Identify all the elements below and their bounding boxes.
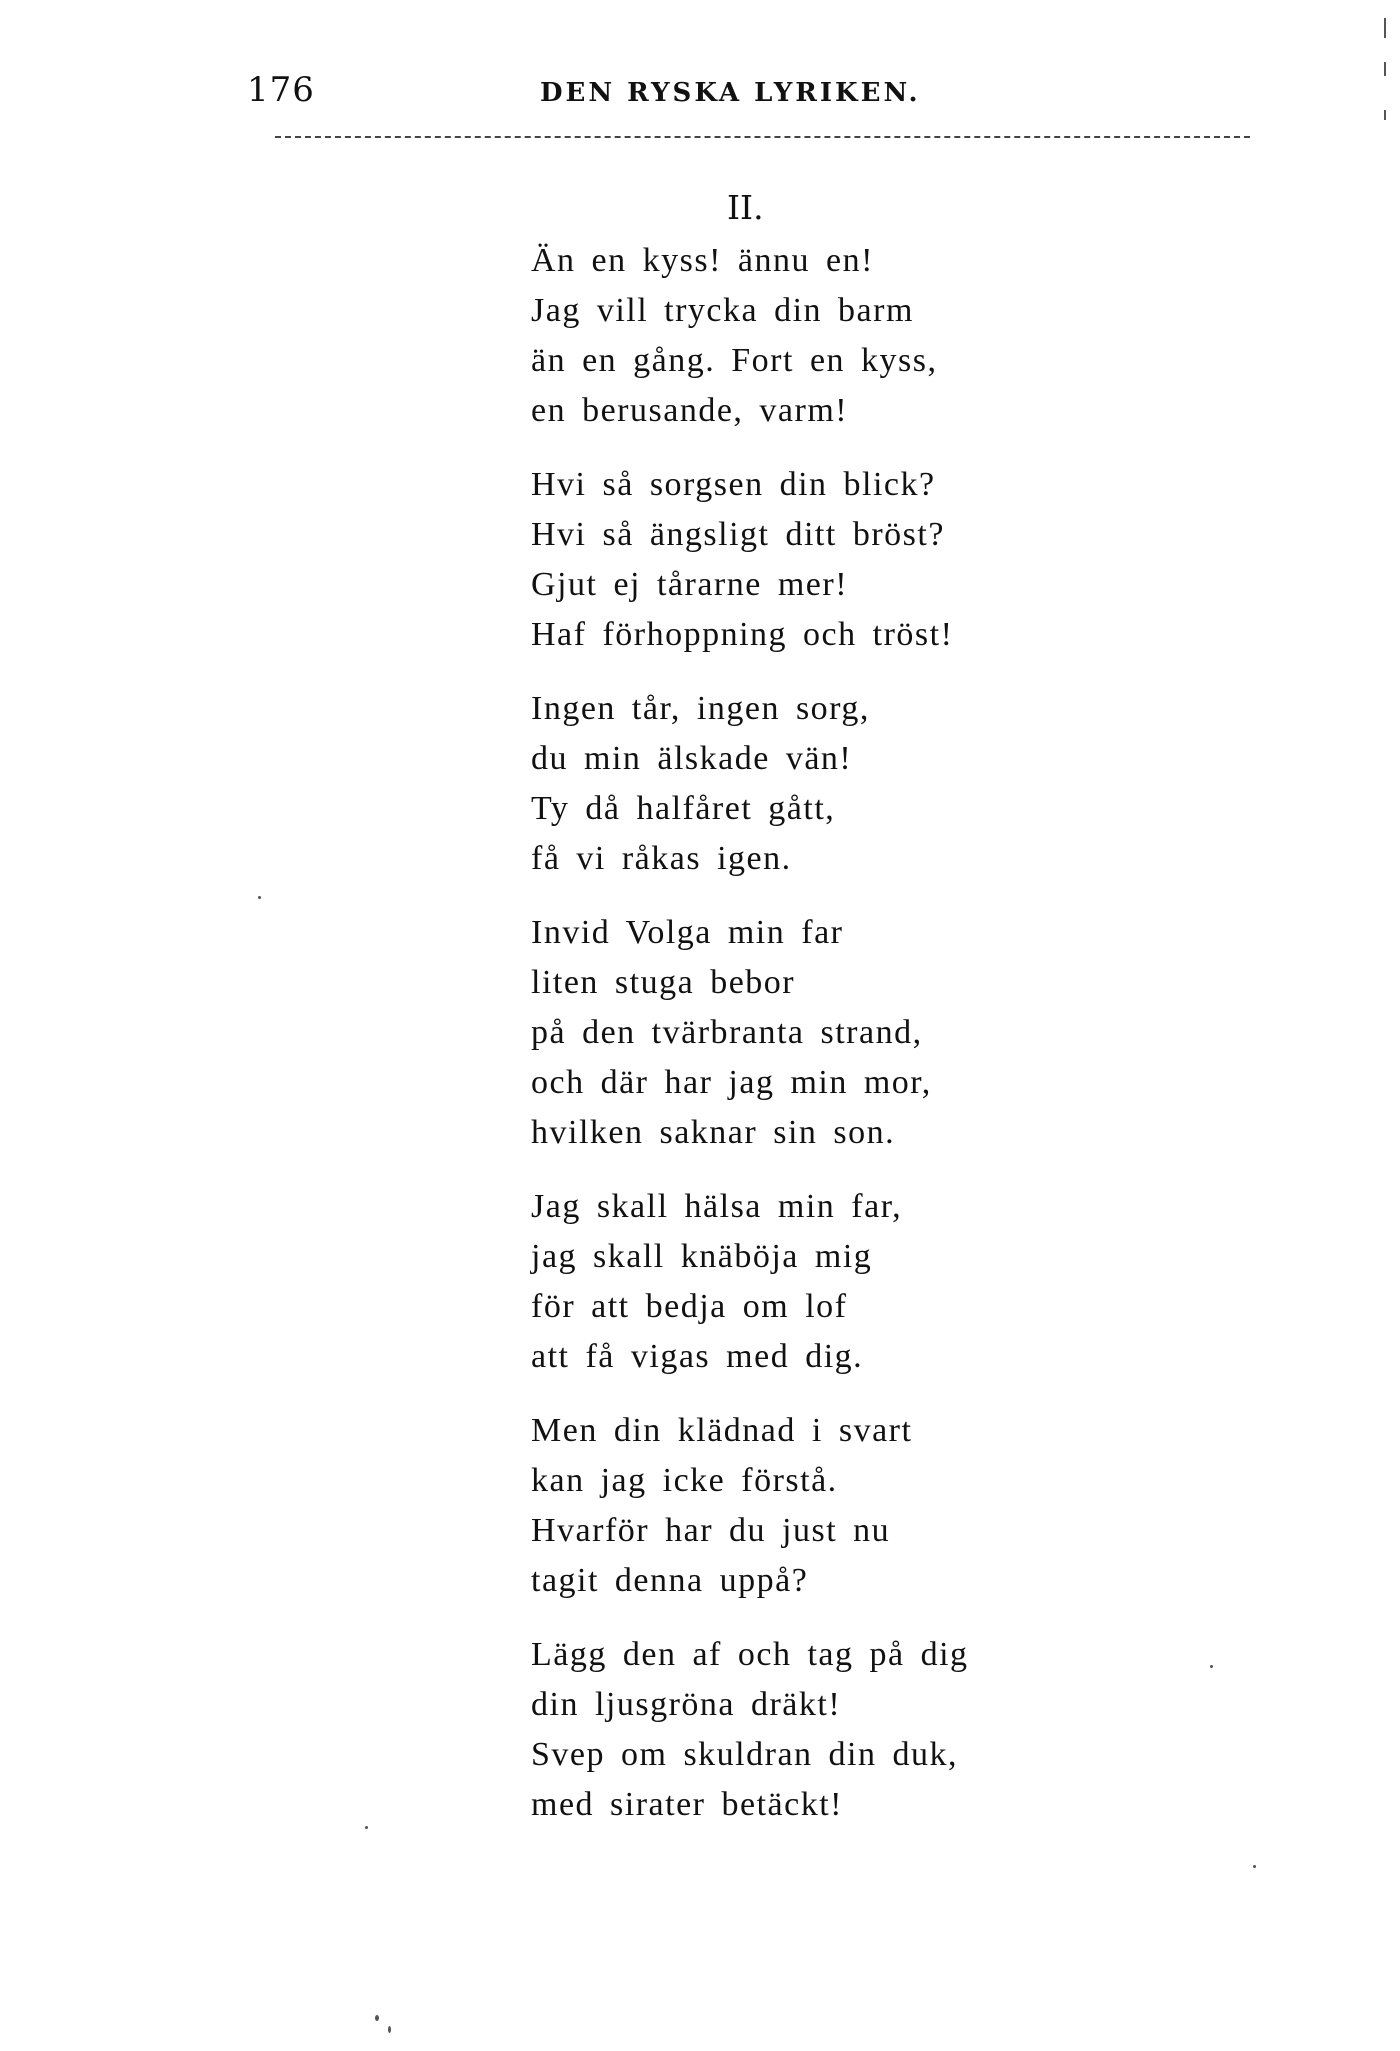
section-number: II.	[727, 188, 764, 227]
poem-line: Lägg den af och tag på dig	[531, 1636, 969, 1673]
stanza-7	[531, 1630, 1251, 1830]
poem-line: liten stuga bebor	[531, 964, 796, 1001]
poem-line: Ingen tår, ingen sorg,	[531, 690, 870, 727]
poem-line: Haf förhoppning och tröst!	[531, 616, 954, 653]
running-head: DEN RYSKA LYRIKEN.	[540, 78, 921, 108]
poem-line: Jag skall hälsa min far,	[531, 1188, 903, 1225]
poem-line: Än en kyss! ännu en!	[531, 242, 874, 279]
poem-line: Invid Volga min far	[531, 914, 844, 951]
scan-speck	[375, 2015, 379, 2021]
poem-line: med sirater betäckt!	[531, 1786, 843, 1823]
page-number: 176	[247, 70, 315, 110]
header-rule	[275, 136, 1250, 138]
scan-speck	[388, 2026, 391, 2033]
scan-speck	[1210, 1665, 1213, 1668]
stanza-2	[531, 460, 1251, 660]
poem-line: Svep om skuldran din duk,	[531, 1736, 958, 1773]
poem-line: än en gång. Fort en kyss,	[531, 342, 938, 379]
poem	[531, 236, 1251, 1854]
poem-line: Men din klädnad i svart	[531, 1412, 913, 1449]
poem-line: Gjut ej tårarne mer!	[531, 566, 849, 603]
poem-line: Hvi så sorgsen din blick?	[531, 466, 936, 503]
poem-line: du min älskade vän!	[531, 740, 853, 777]
stanza-1	[531, 236, 1251, 436]
poem-line: jag skall knäböja mig	[531, 1238, 873, 1275]
poem-line: tagit denna uppå?	[531, 1562, 809, 1599]
scan-mark	[1384, 110, 1386, 120]
scan-mark	[1384, 62, 1386, 76]
poem-line: Ty då halfåret gått,	[531, 790, 836, 827]
scan-mark	[1384, 18, 1386, 38]
stanza-4	[531, 908, 1251, 1158]
poem-line: en berusande, varm!	[531, 392, 849, 429]
poem-line: Jag vill trycka din barm	[531, 292, 914, 329]
poem-line: din ljusgröna dräkt!	[531, 1686, 842, 1723]
stanza-5	[531, 1182, 1251, 1382]
scan-speck	[365, 1826, 368, 1829]
scan-speck	[258, 896, 261, 899]
poem-line: Hvi så ängsligt ditt bröst?	[531, 516, 945, 553]
stanza-6	[531, 1406, 1251, 1606]
poem-line: att få vigas med dig.	[531, 1338, 864, 1375]
poem-line: få vi råkas igen.	[531, 840, 792, 877]
poem-line: kan jag icke förstå.	[531, 1462, 838, 1499]
poem-line: hvilken saknar sin son.	[531, 1114, 896, 1151]
poem-line: och där har jag min mor,	[531, 1064, 932, 1101]
stanza-3	[531, 684, 1251, 884]
poem-line: Hvarför har du just nu	[531, 1512, 891, 1549]
poem-line: på den tvärbranta strand,	[531, 1014, 923, 1051]
poem-line: för att bedja om lof	[531, 1288, 848, 1325]
scan-speck	[1253, 1865, 1256, 1868]
